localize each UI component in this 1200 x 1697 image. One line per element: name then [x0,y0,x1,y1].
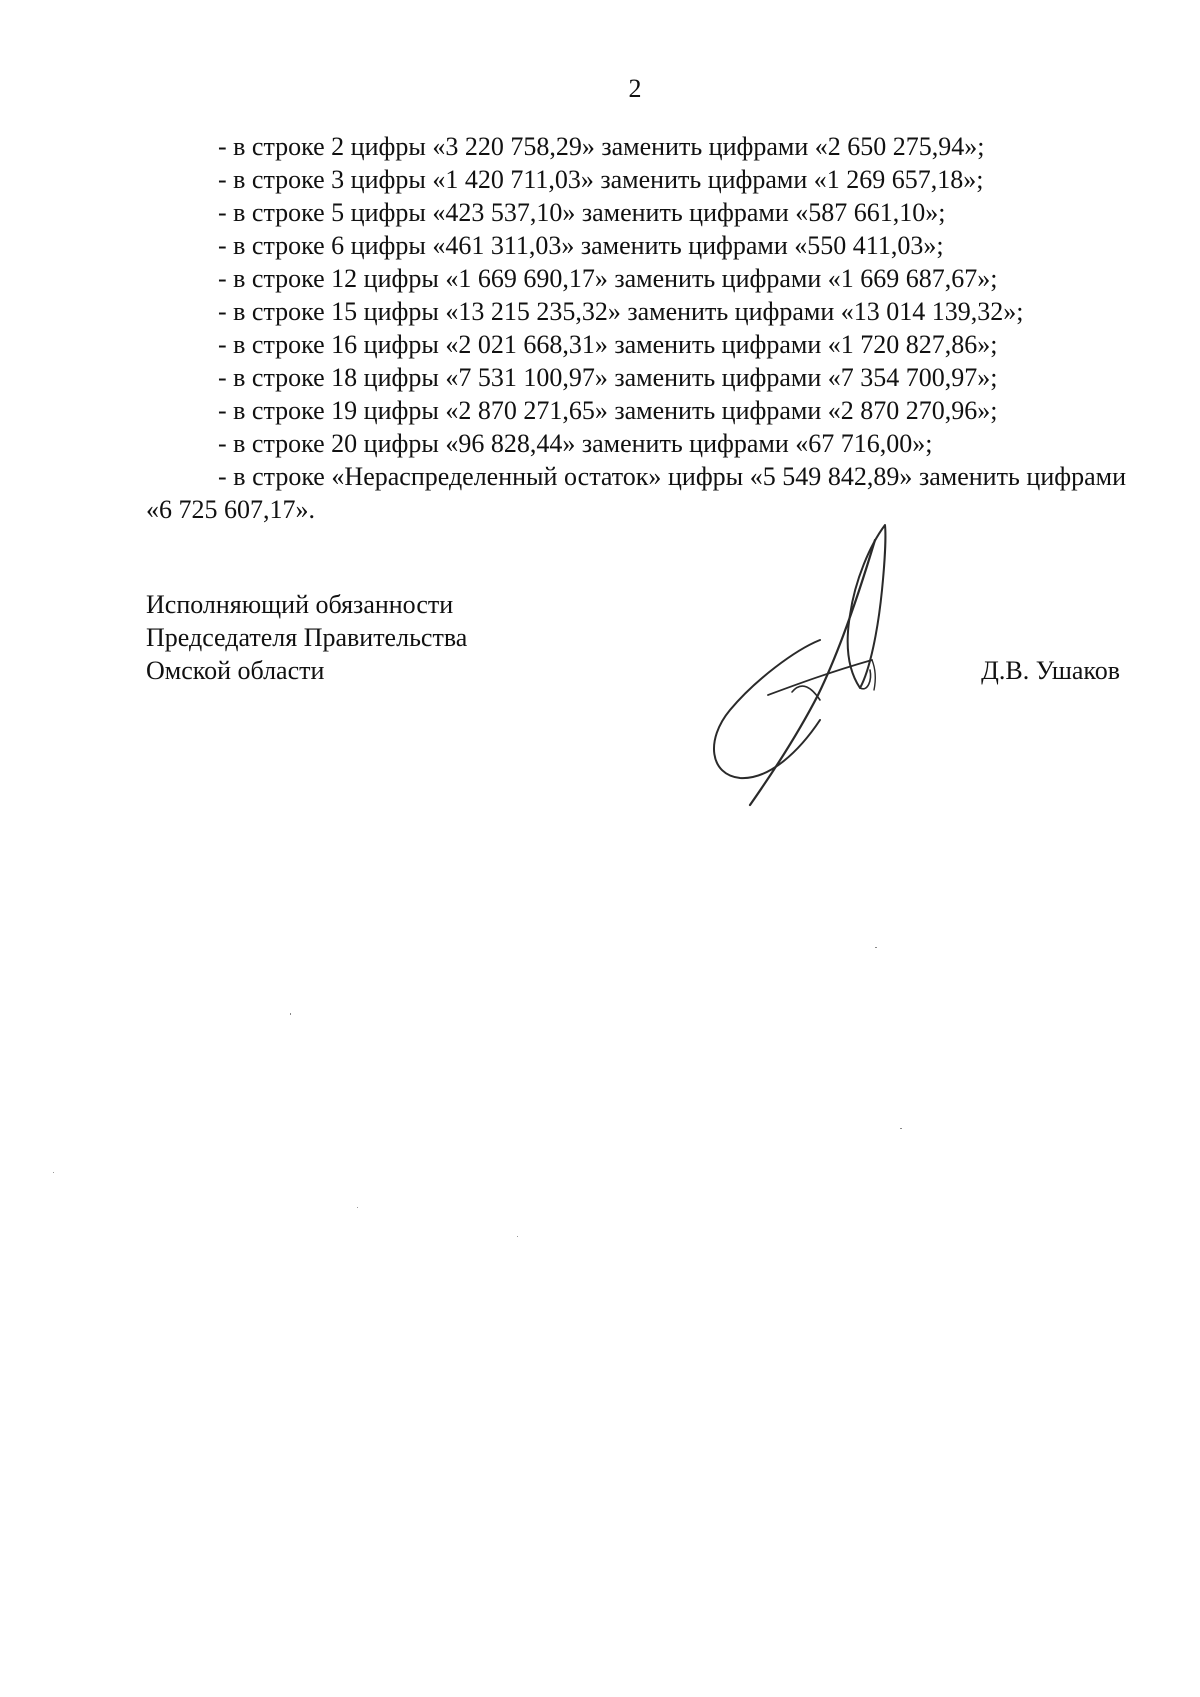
page-number: 2 [628,74,642,103]
amendments-list [146,130,1126,526]
signatory-title-line: Председателя Правительства [146,623,468,652]
amendment-line: - в строке 15 цифры «13 215 235,32» заменить цифрами «13 014 139,32»; [218,297,1024,326]
amendment-line: - в строке 12 цифры «1 669 690,17» заменить цифрами «1 669 687,67»; [218,264,998,293]
scan-speck [290,1013,291,1015]
scan-speck [900,1128,902,1129]
signatory-name: Д.В. Ушаков [981,656,1120,685]
scan-speck [53,1172,54,1173]
amendment-line: - в строке 16 цифры «2 021 668,31» заменить цифрами «1 720 827,86»; [218,330,998,359]
amendment-line: - в строке 18 цифры «7 531 100,97» заменить цифрами «7 354 700,97»; [218,363,998,392]
scan-speck [517,1236,518,1237]
amendment-line: - в строке 19 цифры «2 870 271,65» заменить цифрами «2 870 270,96»; [218,396,998,425]
handwritten-signature [700,520,950,810]
amendment-line-final: - в строке «Нераспределенный остаток» цифры «5 549 842,89» заменить цифрами «6 725 607,17». [146,462,1126,524]
amendment-line: - в строке 2 цифры «3 220 758,29» заменить цифрами «2 650 275,94»; [218,132,985,161]
signatory-title-line: Омской области [146,656,325,685]
scan-speck [357,1207,358,1208]
amendment-line: - в строке 5 цифры «423 537,10» заменить цифрами «587 661,10»; [218,198,946,227]
signatory-title [146,588,467,687]
amendment-line: - в строке 6 цифры «461 311,03» заменить цифрами «550 411,03»; [218,231,944,260]
scan-speck [875,947,877,948]
amendment-line: - в строке 3 цифры «1 420 711,03» заменить цифрами «1 269 657,18»; [218,165,984,194]
signatory-title-line: Исполняющий обязанности [146,590,454,619]
amendment-line: - в строке 20 цифры «96 828,44» заменить цифрами «67 716,00»; [218,429,933,458]
